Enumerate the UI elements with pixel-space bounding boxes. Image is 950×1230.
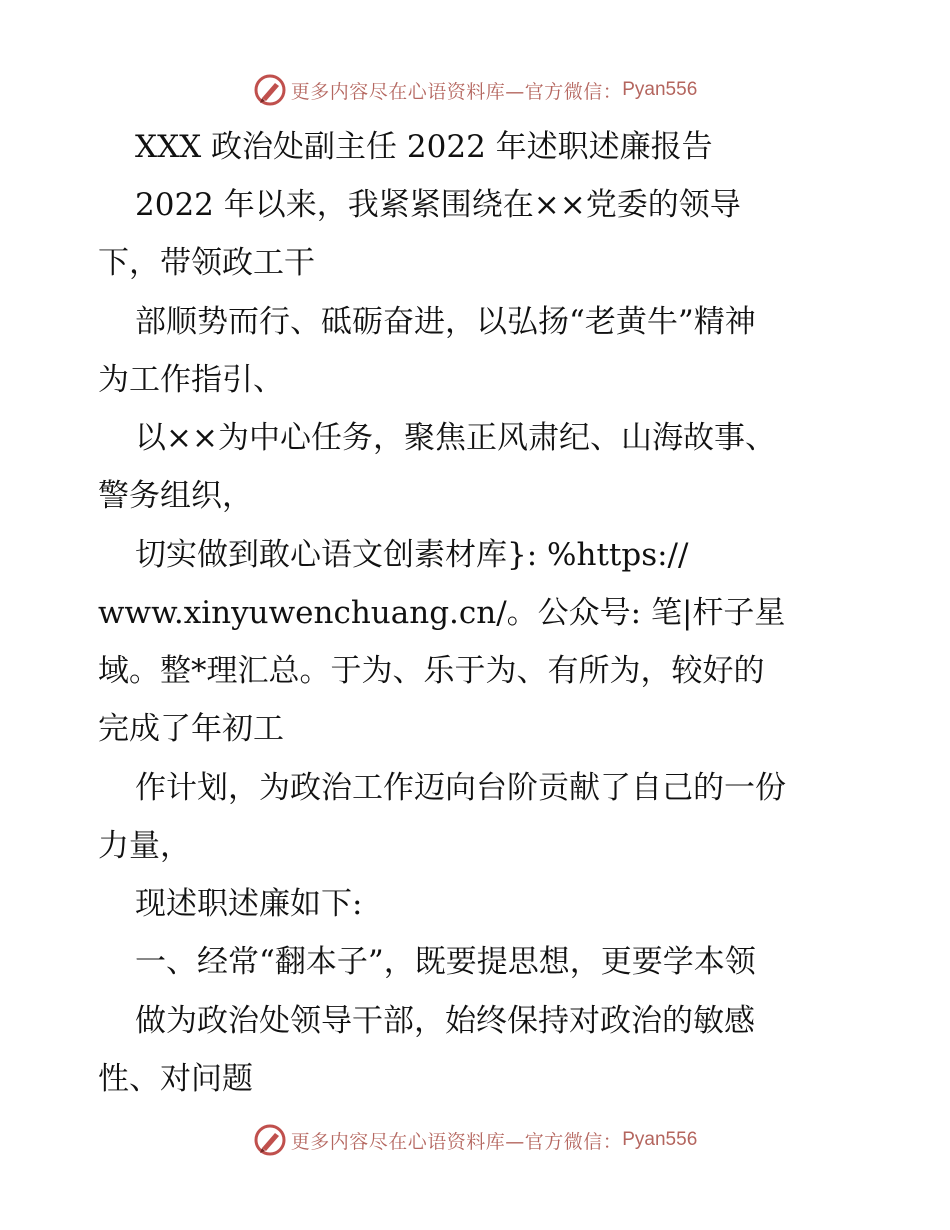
doc-line: 力量， — [98, 828, 191, 864]
doc-line: 域。整*理汇总。于为、乐于为、有所为，较好的 — [98, 653, 765, 689]
watermark-wechat-id: Pyan556 — [622, 79, 698, 100]
doc-line: 警务组织， — [98, 478, 253, 514]
watermark-banner-top — [0, 70, 950, 110]
doc-line: 2022 年以来，我紧紧围绕在××党委的领导 — [135, 187, 741, 223]
doc-title: XXX 政治处副主任 2022 年述职述廉报告 — [135, 129, 713, 165]
doc-line: 作计划，为政治工作迈向台阶贡献了自己的一份 — [135, 770, 786, 806]
doc-line: 现述职述廉如下: — [135, 886, 363, 922]
doc-line: 性、对问题 — [98, 1061, 253, 1097]
watermark-text: 更多内容尽在心语资料库—官方微信： — [290, 1130, 623, 1153]
watermark-banner-bottom — [0, 1120, 950, 1160]
doc-line: 部顺势而行、砥砺奋进，以弘扬“老黄牛”精神 — [135, 304, 756, 340]
doc-line: 切实做到敢心语文创素材库}: %https:// — [135, 537, 689, 573]
pen-logo-icon — [253, 73, 287, 107]
doc-line: 为工作指引、 — [98, 362, 284, 398]
doc-line: 以××为中心任务，聚焦正风肃纪、山海故事、 — [135, 420, 776, 456]
doc-line: 下，带领政工干 — [98, 245, 315, 281]
doc-section-heading: 一、经常“翻本子”，既要提思想，更要学本领 — [135, 944, 756, 980]
watermark-wechat-id: Pyan556 — [622, 1129, 698, 1150]
pen-logo-icon — [253, 1123, 287, 1157]
doc-line: www.xinyuwenchuang.cn/。公众号: 笔|杆子星 — [98, 595, 786, 631]
doc-line: 完成了年初工 — [98, 711, 284, 747]
doc-line: 做为政治处领导干部，始终保持对政治的敏感 — [135, 1003, 755, 1039]
watermark-text: 更多内容尽在心语资料库—官方微信： — [290, 80, 623, 103]
